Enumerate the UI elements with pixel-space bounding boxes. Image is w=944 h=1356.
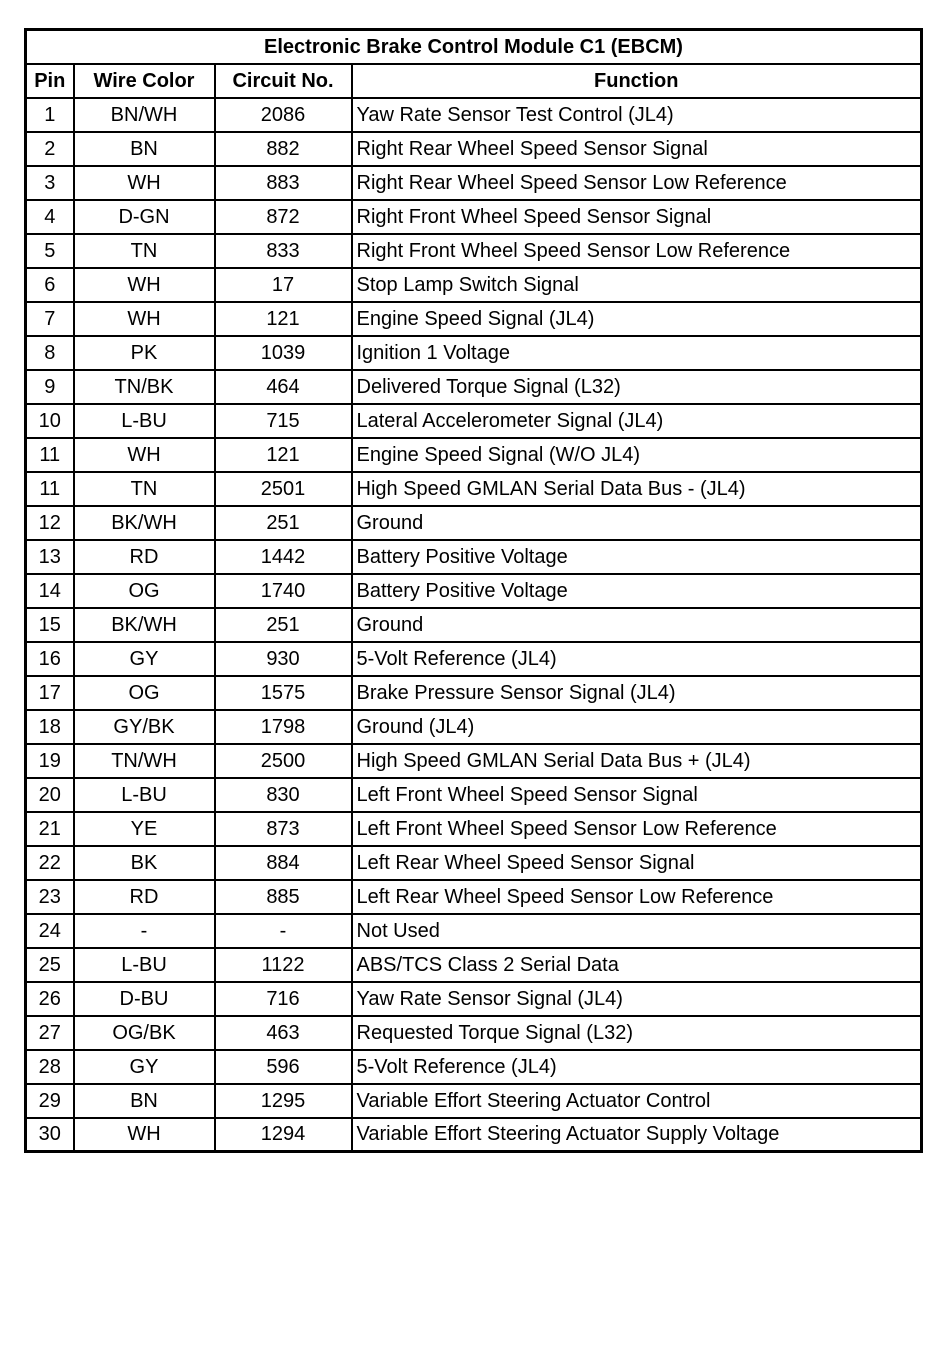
wire-color-cell: BN/WH [74,98,215,132]
function-cell: Left Rear Wheel Speed Sensor Low Reference [352,880,922,914]
circuit-no-cell: 833 [215,234,352,268]
pin-cell: 1 [26,98,74,132]
wire-color-cell: WH [74,166,215,200]
table-row [26,846,922,880]
wire-color-cell: BN [74,132,215,166]
pin-cell: 23 [26,880,74,914]
table-row [26,710,922,744]
function-cell: Engine Speed Signal (JL4) [352,302,922,336]
wire-color-cell: L-BU [74,404,215,438]
table-row [26,132,922,166]
header-function: Function [352,64,922,98]
pin-cell: 13 [26,540,74,574]
wire-color-cell: BK/WH [74,608,215,642]
function-cell: Ignition 1 Voltage [352,336,922,370]
wire-color-cell: WH [74,438,215,472]
table-row [26,438,922,472]
table-row [26,506,922,540]
function-cell: Stop Lamp Switch Signal [352,268,922,302]
pin-cell: 5 [26,234,74,268]
wire-color-cell: PK [74,336,215,370]
circuit-no-cell: 1294 [215,1118,352,1152]
circuit-no-cell: 121 [215,302,352,336]
function-cell: Requested Torque Signal (L32) [352,1016,922,1050]
circuit-no-cell: 883 [215,166,352,200]
wire-color-cell: D-BU [74,982,215,1016]
header-row [26,64,922,98]
wire-color-cell: OG/BK [74,1016,215,1050]
wire-color-cell: YE [74,812,215,846]
table-row [26,1016,922,1050]
pin-cell: 16 [26,642,74,676]
function-cell: Right Front Wheel Speed Sensor Signal [352,200,922,234]
function-cell: Engine Speed Signal (W/O JL4) [352,438,922,472]
circuit-no-cell: 464 [215,370,352,404]
circuit-no-cell: 596 [215,1050,352,1084]
table-row [26,982,922,1016]
pin-cell: 6 [26,268,74,302]
pin-cell: 18 [26,710,74,744]
function-cell: Left Front Wheel Speed Sensor Low Reference [352,812,922,846]
pin-cell: 21 [26,812,74,846]
wire-color-cell: GY/BK [74,710,215,744]
wire-color-cell: GY [74,1050,215,1084]
table-row [26,98,922,132]
wire-color-cell: OG [74,574,215,608]
wire-color-cell: RD [74,540,215,574]
function-cell: Delivered Torque Signal (L32) [352,370,922,404]
circuit-no-cell: 1122 [215,948,352,982]
table-row [26,574,922,608]
circuit-no-cell: 121 [215,438,352,472]
function-cell: High Speed GMLAN Serial Data Bus - (JL4) [352,472,922,506]
pin-cell: 2 [26,132,74,166]
circuit-no-cell: 885 [215,880,352,914]
function-cell: Ground [352,506,922,540]
pin-cell: 9 [26,370,74,404]
table-row [26,268,922,302]
table-row [26,234,922,268]
function-cell: Variable Effort Steering Actuator Supply Voltage [352,1118,922,1152]
pin-cell: 3 [26,166,74,200]
circuit-no-cell: 2086 [215,98,352,132]
wire-color-cell: WH [74,302,215,336]
function-cell: Ground (JL4) [352,710,922,744]
circuit-no-cell: 1039 [215,336,352,370]
pin-cell: 20 [26,778,74,812]
pin-cell: 4 [26,200,74,234]
table-row [26,642,922,676]
function-cell: Battery Positive Voltage [352,574,922,608]
pin-cell: 15 [26,608,74,642]
wire-color-cell: BK/WH [74,506,215,540]
function-cell: Right Rear Wheel Speed Sensor Low Reference [352,166,922,200]
circuit-no-cell: 251 [215,506,352,540]
pin-cell: 28 [26,1050,74,1084]
pin-cell: 11 [26,438,74,472]
circuit-no-cell: 2500 [215,744,352,778]
function-cell: Battery Positive Voltage [352,540,922,574]
function-cell: Lateral Accelerometer Signal (JL4) [352,404,922,438]
wire-color-cell: L-BU [74,948,215,982]
circuit-no-cell: - [215,914,352,948]
table-row [26,1050,922,1084]
table-body [26,98,922,1152]
wire-color-cell: TN/BK [74,370,215,404]
pin-cell: 24 [26,914,74,948]
wire-color-cell: WH [74,1118,215,1152]
table-row [26,948,922,982]
circuit-no-cell: 830 [215,778,352,812]
pin-cell: 29 [26,1084,74,1118]
wire-color-cell: D-GN [74,200,215,234]
table-row [26,302,922,336]
circuit-no-cell: 17 [215,268,352,302]
function-cell: Left Rear Wheel Speed Sensor Signal [352,846,922,880]
circuit-no-cell: 882 [215,132,352,166]
wire-color-cell: OG [74,676,215,710]
function-cell: Right Front Wheel Speed Sensor Low Reference [352,234,922,268]
table-row [26,744,922,778]
circuit-no-cell: 1442 [215,540,352,574]
circuit-no-cell: 930 [215,642,352,676]
pin-cell: 11 [26,472,74,506]
wire-color-cell: RD [74,880,215,914]
table-row [26,778,922,812]
function-cell: Ground [352,608,922,642]
circuit-no-cell: 463 [215,1016,352,1050]
pin-cell: 30 [26,1118,74,1152]
circuit-no-cell: 2501 [215,472,352,506]
function-cell: Yaw Rate Sensor Test Control (JL4) [352,98,922,132]
pin-cell: 25 [26,948,74,982]
function-cell: Yaw Rate Sensor Signal (JL4) [352,982,922,1016]
function-cell: 5-Volt Reference (JL4) [352,642,922,676]
table-row [26,200,922,234]
wire-color-cell: - [74,914,215,948]
wire-color-cell: BK [74,846,215,880]
wire-color-cell: BN [74,1084,215,1118]
circuit-no-cell: 716 [215,982,352,1016]
wire-color-cell: L-BU [74,778,215,812]
pin-cell: 26 [26,982,74,1016]
pin-cell: 17 [26,676,74,710]
header-wire-color: Wire Color [74,64,215,98]
circuit-no-cell: 1798 [215,710,352,744]
pin-cell: 19 [26,744,74,778]
pin-cell: 14 [26,574,74,608]
pin-cell: 8 [26,336,74,370]
table-row [26,1118,922,1152]
function-cell: Brake Pressure Sensor Signal (JL4) [352,676,922,710]
function-cell: Right Rear Wheel Speed Sensor Signal [352,132,922,166]
function-cell: Variable Effort Steering Actuator Control [352,1084,922,1118]
table-row [26,370,922,404]
table-row [26,914,922,948]
function-cell: Not Used [352,914,922,948]
table-row [26,812,922,846]
table-row [26,676,922,710]
circuit-no-cell: 872 [215,200,352,234]
table-row [26,1084,922,1118]
table-row [26,540,922,574]
function-cell: ABS/TCS Class 2 Serial Data [352,948,922,982]
function-cell: 5-Volt Reference (JL4) [352,1050,922,1084]
table-row [26,404,922,438]
ebcm-pinout-table [24,28,923,1153]
pin-cell: 22 [26,846,74,880]
wire-color-cell: TN/WH [74,744,215,778]
header-pin: Pin [26,64,74,98]
function-cell: Left Front Wheel Speed Sensor Signal [352,778,922,812]
table-row [26,472,922,506]
pin-cell: 7 [26,302,74,336]
circuit-no-cell: 1740 [215,574,352,608]
function-cell: High Speed GMLAN Serial Data Bus + (JL4) [352,744,922,778]
table-row [26,166,922,200]
circuit-no-cell: 715 [215,404,352,438]
table-row [26,880,922,914]
circuit-no-cell: 1575 [215,676,352,710]
circuit-no-cell: 884 [215,846,352,880]
pin-cell: 27 [26,1016,74,1050]
wire-color-cell: TN [74,234,215,268]
circuit-no-cell: 251 [215,608,352,642]
table-title: Electronic Brake Control Module C1 (EBCM) [26,30,922,64]
table-row [26,336,922,370]
circuit-no-cell: 1295 [215,1084,352,1118]
wire-color-cell: GY [74,642,215,676]
table-row [26,608,922,642]
wire-color-cell: WH [74,268,215,302]
pin-cell: 10 [26,404,74,438]
header-circuit-no: Circuit No. [215,64,352,98]
title-row [26,30,922,64]
wire-color-cell: TN [74,472,215,506]
pin-cell: 12 [26,506,74,540]
circuit-no-cell: 873 [215,812,352,846]
